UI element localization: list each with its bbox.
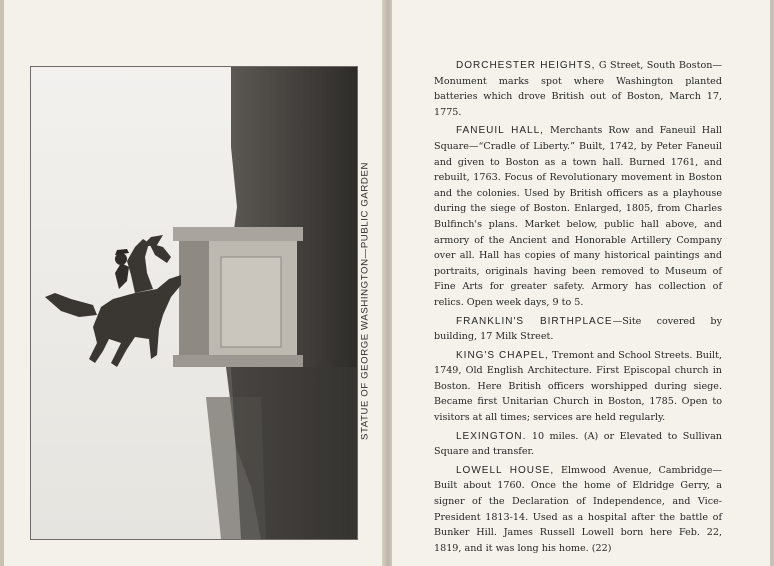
entry-body: Tremont and School Streets. Built, 1749, Old English Architecture. First Episcopal church in Boston. Here British officers worshipped during siege. Became first Unitarian Church in Boston, 1785. Open to visitors at all times; services are held regularly.: [434, 349, 722, 424]
entry-faneuil-hall: [434, 123, 722, 310]
entry-body: Merchants Row and Faneuil Hall Square—“Cradle of Liberty.” Built, 1742, by Peter Faneuil and given to Boston as a town hall. Burned 1761, and rebuilt, 1763. Focus of Revolutionary movement in Boston and the colonies. Used by British officers as a playhouse during the siege of Boston. Enlarged, 1805, from Charles Bulfinch's plans. Market below, public hall above, and armory of the Ancient and Honorable Artillery Company over all. Hall has copies of many historical paintings and portraits, originals having been removed to Museum of Fine Arts for greater safety. Armory has collection of relics. Open week days, 9 to 5.: [434, 125, 722, 308]
entry-heading: LEXINGTON.: [456, 430, 527, 442]
entry-heading: LOWELL HOUSE,: [456, 464, 555, 476]
entry-lowell-house: [434, 463, 722, 557]
entry-franklins-birthplace: [434, 314, 722, 345]
photo-caption: [358, 156, 372, 446]
entry-heading: KING'S CHAPEL,: [456, 349, 549, 361]
entry-heading: FANEUIL HALL,: [456, 125, 544, 137]
entry-body: —Site covered by building, 17 Milk Street.: [434, 315, 722, 343]
entry-kings-chapel: [434, 348, 722, 426]
entry-dorchester-heights: [434, 58, 722, 120]
statue-photograph: [31, 67, 357, 539]
page-number: (22): [591, 542, 612, 554]
entry-heading: FRANKLIN'S BIRTHPLACE: [456, 315, 613, 327]
text-column: [434, 58, 722, 559]
entry-body: Elmwood Avenue, Cambridge—Built about 1760. Once the home of Eldridge Gerry, a signer of the Declaration of Independence, and Vice-President 1813-14. Used as a hospital after the battle of Bunker Hill. James Russell Lowell born here Feb. 22, 1819, and it was long his home.: [434, 464, 722, 554]
photo-plate: [30, 66, 358, 540]
photo-caption-text: STATUE OF GEORGE WASHINGTON—PUBLIC GARDEN: [359, 162, 371, 440]
entry-body: G Street, South Boston—Monument marks spot where Washington planted batteries which drove British out of Boston, March 17, 1775.: [434, 60, 722, 118]
entry-heading: DORCHESTER HEIGHTS,: [456, 60, 596, 71]
entry-body: 10 miles. (A) or Elevated to Sullivan Square and transfer.: [434, 430, 722, 458]
entry-lexington: [434, 429, 722, 460]
